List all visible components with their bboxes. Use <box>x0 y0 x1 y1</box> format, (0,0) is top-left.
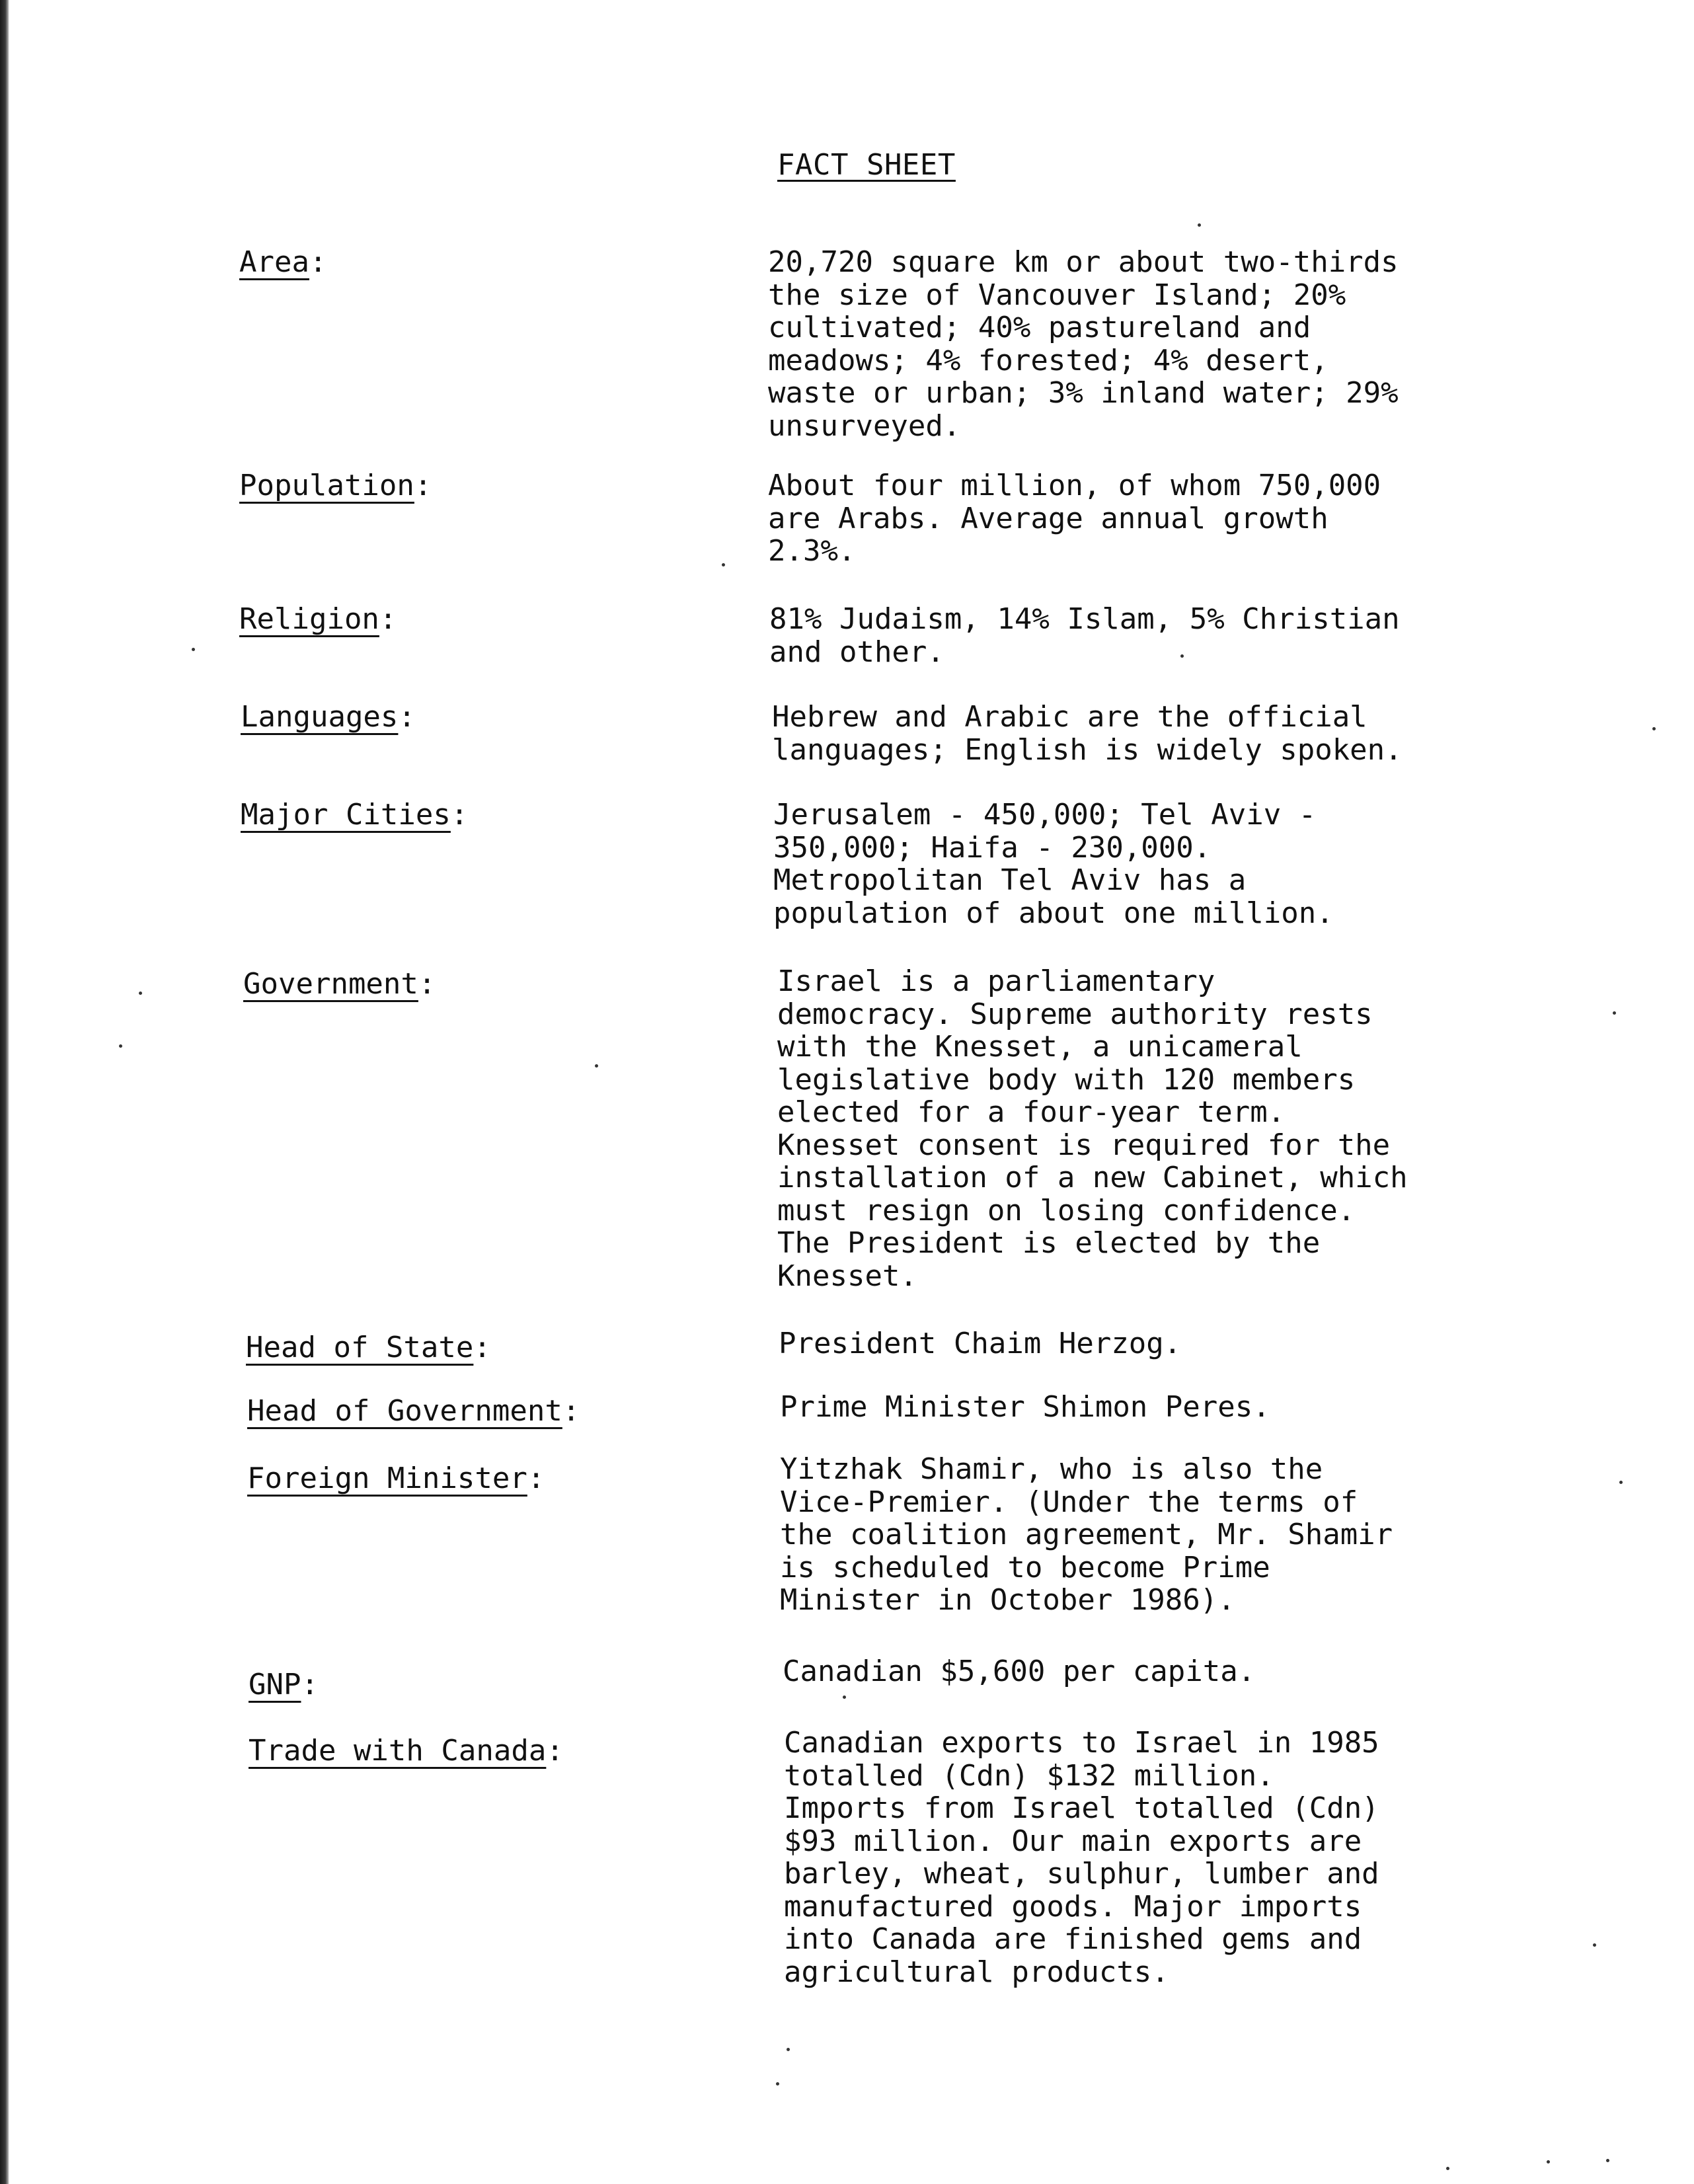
fact-value-trade-with-canada: Canadian exports to Israel in 1985 totalled (Cdn) $132 million. Imports from Israel totalled (Cdn) $93 million. Our main exports are barley, wheat, sulphur, lumber and manufactured goods. Major imports into Canada are finished gems and agricultural products. <box>784 1726 1379 1989</box>
fact-label-major-cities: Major Cities: <box>241 798 469 832</box>
scan-speck <box>1619 1481 1623 1484</box>
fact-value-major-cities: Jerusalem - 450,000; Tel Aviv - 350,000; Haifa - 230,000. Metropolitan Tel Aviv has a population of about one million. <box>773 798 1334 930</box>
scan-edge-bar <box>0 0 9 2184</box>
scan-speck <box>1606 2159 1609 2162</box>
scan-speck <box>1198 223 1201 227</box>
scan-speck <box>722 563 725 566</box>
scan-speck <box>1446 2167 1449 2170</box>
scan-speck <box>843 1696 846 1699</box>
fact-value-population: About four million, of whom 750,000 are Arabs. Average annual growth 2.3%. <box>768 469 1381 568</box>
fact-value-religion: 81% Judaism, 14% Islam, 5% Christian and other. <box>769 602 1400 669</box>
page-title: FACT SHEET <box>777 148 956 182</box>
fact-value-head-of-government: Prime Minister Shimon Peres. <box>780 1390 1270 1424</box>
scan-speck <box>192 648 195 651</box>
scan-speck <box>595 1064 598 1068</box>
scan-speck <box>1547 2160 1550 2164</box>
fact-label-head-of-government: Head of Government: <box>247 1394 580 1428</box>
scan-speck <box>1180 654 1184 658</box>
fact-label-trade-with-canada: Trade with Canada: <box>249 1734 564 1768</box>
scan-speck <box>776 2082 779 2086</box>
fact-label-head-of-state: Head of State: <box>246 1331 491 1364</box>
fact-label-religion: Religion: <box>239 602 397 636</box>
fact-label-foreign-minister: Foreign Minister: <box>247 1462 545 1495</box>
fact-label-languages: Languages: <box>241 700 416 734</box>
fact-label-population: Population: <box>239 469 432 502</box>
fact-value-foreign-minister: Yitzhak Shamir, who is also the Vice-Premier. (Under the terms of the coalition agreement, Mr. Shamir is scheduled to become Prime Minister in October 1986). <box>780 1452 1393 1617</box>
scan-speck <box>119 1044 122 1048</box>
fact-value-head-of-state: President Chaim Herzog. <box>779 1327 1182 1360</box>
fact-label-government: Government: <box>243 967 436 1001</box>
fact-value-languages: Hebrew and Arabic are the official languages; English is widely spoken. <box>772 700 1403 767</box>
fact-value-gnp: Canadian $5,600 per capita. <box>783 1655 1256 1688</box>
scan-speck <box>1652 727 1656 730</box>
scan-speck <box>139 992 142 995</box>
fact-value-government: Israel is a parliamentary democracy. Supreme authority rests with the Knesset, a unicameral legislative body with 120 members elected for a four-year term. Knesset consent is required for the installation of a new Cabinet, which must resign on losing confidence. The President is elected by the Knesset. <box>777 964 1408 1293</box>
scan-speck <box>1593 1943 1596 1947</box>
fact-value-area: 20,720 square km or about two-thirds the size of Vancouver Island; 20% cultivated; 40% pastureland and meadows; 4% forested; 4% desert, waste or urban; 3% inland water; 29% unsurveyed. <box>768 245 1399 443</box>
fact-label-area: Area: <box>239 245 327 279</box>
fact-label-gnp: GNP: <box>249 1668 319 1701</box>
scan-speck <box>787 2048 790 2051</box>
scan-speck <box>1613 1011 1616 1015</box>
